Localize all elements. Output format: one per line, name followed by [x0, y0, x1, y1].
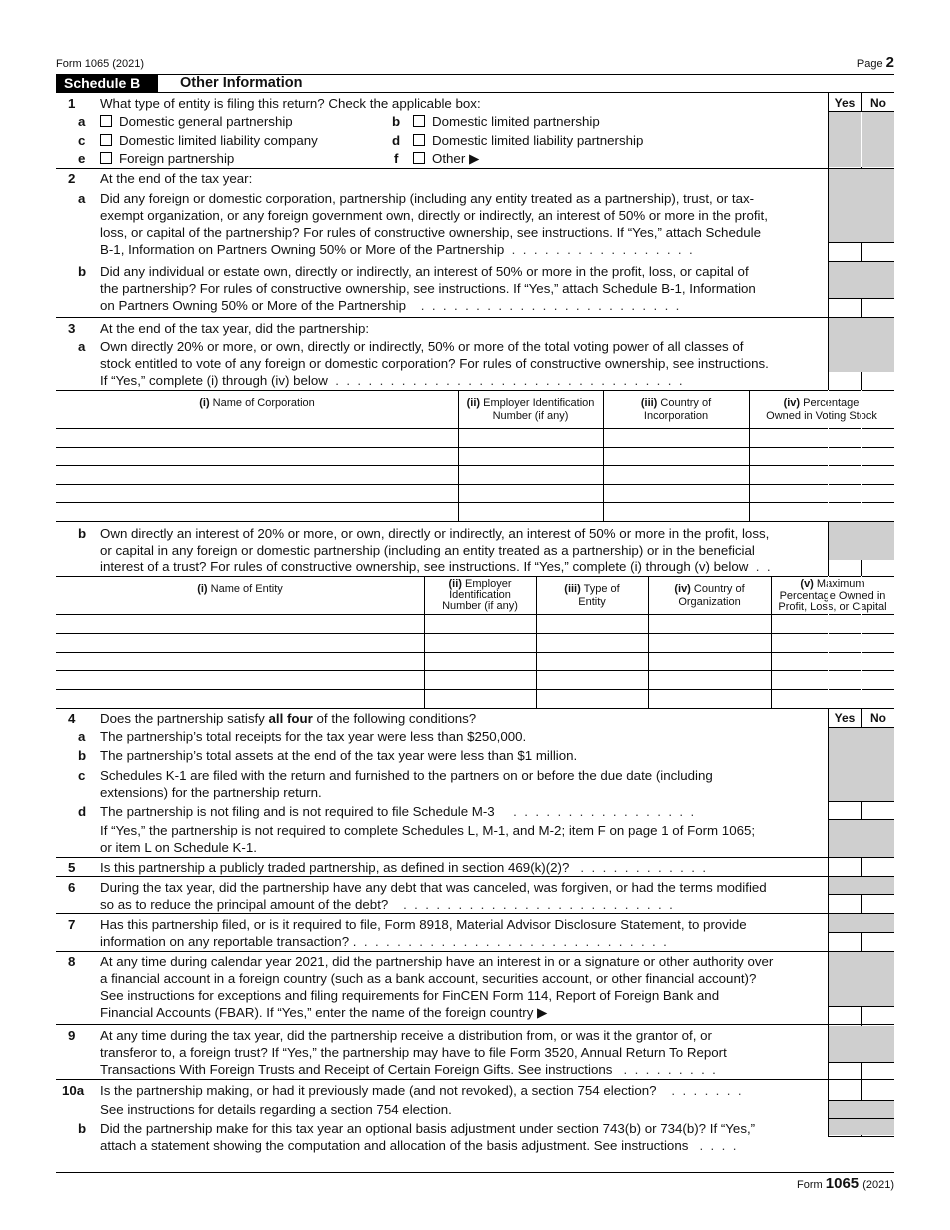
checkbox-other[interactable]: [413, 152, 425, 164]
q1c-letter: c: [78, 133, 86, 148]
q2-text: At the end of the tax year:: [100, 171, 253, 186]
q4-number: 4: [68, 711, 76, 726]
q2b-line3: on Partners Owning 50% or More of the Partnership . . . . . . . . . . . . . . . . . . . . . . . .: [100, 298, 680, 313]
q10a-text: Is the partnership making, or had it previously made (and not revoked), a section 754 election? . . . . . . .: [100, 1083, 742, 1098]
no-header-2: No: [870, 711, 886, 725]
yes-header: Yes: [834, 96, 856, 110]
q2a-line1: Did any foreign or domestic corporation, partnership (including any entity treated as a partnership), trust, or tax-: [100, 191, 755, 206]
q4c-line2: extensions) for the partnership return.: [100, 785, 322, 800]
q7-line2: information on any reportable transaction? . . . . . . . . . . . . . . . . . . . . . . . . . . . . .: [100, 934, 667, 949]
no-header: No: [870, 96, 886, 110]
q9-number: 9: [68, 1028, 76, 1043]
q1a-letter: a: [78, 114, 86, 129]
q6-number: 6: [68, 880, 76, 895]
q1d-label: Domestic limited liability partnership: [432, 133, 644, 148]
q1-number: 1: [68, 96, 76, 111]
q3b-line2: or capital in any foreign or domestic partnership (including an entity treated as a partnership) or in the beneficial: [100, 543, 755, 558]
q2b-letter: b: [78, 264, 87, 279]
q2a-line4: B-1, Information on Partners Owning 50% or More of the Partnership . . . . . . . . . . . . . . . . .: [100, 242, 693, 257]
q2a-line2: exempt organization, or any foreign government own, directly or indirectly, an interest of 50% or more in the profit,: [100, 208, 768, 223]
q8-line2: a financial account in a foreign country (such as a bank account, securities account, or other financial account)?: [100, 971, 757, 986]
q4a-letter: a: [78, 729, 86, 744]
col-country-organization: (iv) Country of Organization: [674, 583, 745, 608]
checkbox-llp[interactable]: [413, 134, 425, 146]
q7-line1: Has this partnership filed, or is it required to file, Form 8918, Material Advisor Disclosure Statement, to provide: [100, 917, 747, 932]
q4-note-line2: or item L on Schedule K-1.: [100, 840, 257, 855]
checkbox-limited-partnership[interactable]: [413, 115, 425, 127]
q8-line4: Financial Accounts (FBAR). If “Yes,” enter the name of the foreign country ▶: [100, 1005, 548, 1020]
foreign-country-field[interactable]: [545, 1006, 815, 1022]
q4b-letter: b: [78, 748, 87, 763]
q1a-label: Domestic general partnership: [119, 114, 293, 129]
col-ein: (ii) Employer Identification Number (if any): [466, 397, 595, 422]
q1b-letter: b: [392, 114, 401, 129]
q1d-letter: d: [392, 133, 401, 148]
q4d-text: The partnership is not filing and is not required to file Schedule M-3 . . . . . . . . . . . . . . . . .: [100, 804, 695, 819]
q9-line2: transferor to, a foreign trust? If “Yes,” the partnership may have to file Form 3520, Annual Return To Report: [100, 1045, 727, 1060]
q2a-letter: a: [78, 191, 86, 206]
col-maximum-percentage: (v) Maximum Percentage Owned in Profit, Loss, or Capital: [778, 578, 887, 613]
q3-number: 3: [68, 321, 76, 336]
footer-form-id: Form 1065 (2021): [797, 1175, 894, 1192]
col-entity-ein: (ii) Employer Identification Number (if any): [442, 578, 518, 612]
q4d-letter: d: [78, 804, 87, 819]
q6-line2: so as to reduce the principal amount of the debt? . . . . . . . . . . . . . . . . . . . . . . . . .: [100, 897, 673, 912]
q3a-line2: stock entitled to vote of any foreign or domestic corporation? For rules of constructive ownership, see instructions.: [100, 356, 769, 371]
q10b-line2: attach a statement showing the computation and allocation of the basis adjustment. See instructions . . . .: [100, 1138, 737, 1153]
q2b-line1: Did any individual or estate own, directly or indirectly, an interest of 50% or more in the profit, loss, or capital of: [100, 264, 749, 279]
q9-line1: At any time during the tax year, did the partnership receive a distribution from, or was it the grantor of, or: [100, 1028, 712, 1043]
q10b-letter: b: [78, 1121, 87, 1136]
q3-text: At the end of the tax year, did the partnership:: [100, 321, 370, 336]
q1b-label: Domestic limited partnership: [432, 114, 600, 129]
q2-number: 2: [68, 171, 76, 186]
q3b-letter: b: [78, 526, 87, 541]
q10a-note: See instructions for details regarding a section 754 election.: [100, 1102, 452, 1117]
q1f-letter: f: [394, 151, 399, 166]
q9-line3: Transactions With Foreign Trusts and Receipt of Certain Foreign Gifts. See instructions . . . . . . . . .: [100, 1062, 716, 1077]
q3a-line1: Own directly 20% or more, or own, directly or indirectly, 50% or more of the total voting power of all classes of: [100, 339, 744, 354]
q10a-number: 10a: [62, 1083, 85, 1098]
q1e-label: Foreign partnership: [119, 151, 235, 166]
col-country-incorporation: (iii) Country of Incorporation: [640, 397, 712, 422]
checkbox-general-partnership[interactable]: [100, 115, 112, 127]
q1e-letter: e: [78, 151, 86, 166]
q1-text: What type of entity is filing this return? Check the applicable box:: [100, 96, 481, 111]
q5-number: 5: [68, 860, 76, 875]
q2b-line2: the partnership? For rules of constructive ownership, see instructions. If “Yes,” attach Schedule B-1, Information: [100, 281, 756, 296]
q8-number: 8: [68, 954, 76, 969]
q5-text: Is this partnership a publicly traded partnership, as defined in section 469(k)(2)? . . . . . . . . . . . .: [100, 860, 707, 875]
q3a-line3: If “Yes,” complete (i) through (iv) below . . . . . . . . . . . . . . . . . . . . . . . . . . . . . . . .: [100, 373, 683, 388]
q7-number: 7: [68, 917, 76, 932]
q8-line1: At any time during calendar year 2021, did the partnership have an interest in or a signature or other authority over: [100, 954, 774, 969]
q4a-text: The partnership’s total receipts for the tax year were less than $250,000.: [100, 729, 527, 744]
q1f-label: Other ▶: [432, 151, 480, 166]
form-label: Form 1065 (2021): [56, 58, 145, 70]
q10b-line1: Did the partnership make for this tax year an optional basis adjustment under section 743(b) or 734(b)? If “Yes,”: [100, 1121, 756, 1136]
q4-text: Does the partnership satisfy all four of the following conditions?: [100, 711, 477, 726]
q4c-line1: Schedules K-1 are filed with the return and furnished to the partners on or before the due date (including: [100, 768, 713, 783]
q3b-line3: interest of a trust? For rules of constructive ownership, see instructions. If “Yes,” complete (i) through (v) below . .: [100, 559, 771, 574]
q4-note-line1: If “Yes,” the partnership is not required to complete Schedules L, M-1, and M-2; item F on page 1 of Form 1065;: [100, 823, 756, 838]
q4b-text: The partnership’s total assets at the end of the tax year were less than $1 million.: [100, 748, 578, 763]
q6-line1: During the tax year, did the partnership have any debt that was canceled, was forgiven, or had the terms modified: [100, 880, 767, 895]
schedule-title: Other Information: [180, 75, 303, 91]
q4c-letter: c: [78, 768, 86, 783]
col-name-of-entity: (i) Name of Entity: [197, 583, 283, 595]
col-name-of-corporation: (i) Name of Corporation: [199, 397, 315, 409]
schedule-badge: Schedule B: [56, 75, 158, 92]
yes-header-2: Yes: [834, 711, 856, 725]
q1c-label: Domestic limited liability company: [119, 133, 318, 148]
col-percentage-voting: (iv) Percentage Owned in Voting Stock: [766, 397, 877, 422]
q2a-line3: loss, or capital of the partnership? For rules of constructive ownership, see instructions. If “Yes,” attach Schedule: [100, 225, 761, 240]
page-number: Page 2: [856, 54, 894, 71]
q3a-letter: a: [78, 339, 86, 354]
q3b-line1: Own directly an interest of 20% or more, or own, directly or indirectly, an interest of 50% or more in the profit, loss,: [100, 526, 770, 541]
q8-line3: See instructions for exceptions and filing requirements for FinCEN Form 114, Report of Foreign Bank and: [100, 988, 720, 1003]
checkbox-foreign-partnership[interactable]: [100, 152, 112, 164]
col-type-of-entity: (iii) Type of Entity: [564, 583, 620, 608]
checkbox-llc[interactable]: [100, 134, 112, 146]
